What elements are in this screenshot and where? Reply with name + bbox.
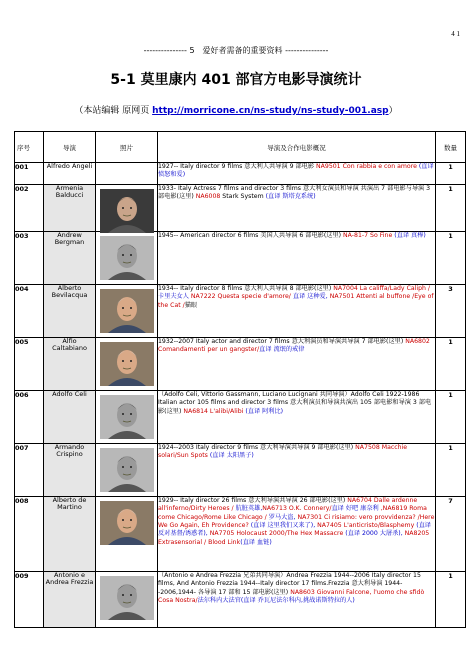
- film-title: NA-81-7 So Fine: [343, 232, 393, 239]
- summary-text: 1933- Italy Actress 7 films and director 3 films 意大利女演员和导演 共演出 7 部电影与导演 3 部电影(这里): [158, 185, 431, 201]
- header-no: 序号: [15, 132, 44, 163]
- director-summary: [158, 163, 436, 185]
- director-name: Armando Crispino: [44, 444, 96, 497]
- header-photo: 照片: [96, 132, 158, 163]
- director-name: Alberto de Martino: [44, 497, 96, 572]
- photo-cell: [96, 497, 158, 572]
- film-count: 1: [436, 391, 466, 444]
- film-title: NA6704 Dalle ardenne all'inferno/Dirty Heroes /: [158, 497, 418, 513]
- film-title: NA7501 Attenti al buffone /Eye of the Cat /: [158, 293, 434, 309]
- film-translation: (直译 愤怒和爱): [158, 163, 434, 179]
- table-row: [15, 232, 466, 285]
- page-number: 4 1: [451, 30, 460, 38]
- film-count: 7: [436, 497, 466, 572]
- director-summary: [158, 444, 436, 497]
- summary-text: 1945-- American director 6 films 美国人共导演 6 部电影(这里): [158, 232, 344, 239]
- film-title: NA6713 O.K. Connery/: [262, 505, 332, 513]
- row-number: 006: [15, 391, 44, 444]
- film-count: 1: [436, 163, 466, 185]
- film-title: NA7222 Questa specie d'amore/: [190, 293, 291, 301]
- film-translation: (直译 2000 大屠杀),: [343, 530, 405, 538]
- film-title: NA9501 Con rabbia e con amore: [316, 163, 417, 170]
- director-photo: [100, 342, 154, 386]
- row-number: 005: [15, 338, 44, 391]
- film-translation: (直译 这里我们又来了),: [248, 522, 318, 530]
- director-table: [14, 131, 466, 628]
- film-translation: (直译 反对基督/诱惑者),: [158, 522, 431, 538]
- table-row: [15, 497, 466, 572]
- summary-text: Stark System: [220, 193, 266, 201]
- table-row: [15, 444, 466, 497]
- film-title: ,NA6819 Roma come Chicago/Rome Like Chicago /: [158, 505, 427, 521]
- table-row: [15, 391, 466, 444]
- row-number: 004: [15, 285, 44, 338]
- photo-cell: [96, 285, 158, 338]
- film-count: 1: [436, 572, 466, 628]
- director-photo: [100, 448, 154, 492]
- film-title: NA7705 Holocaust 2000/The Hex Massacre: [209, 530, 344, 538]
- section-heading: --------------- 5 爱好者需备的重要资料 ---------------: [143, 46, 329, 55]
- director-summary: [158, 572, 436, 628]
- summary-text: 1929-- Italy director 26 films 意大利导演共导演 26 部电影(这里): [158, 497, 348, 504]
- director-photo: [100, 189, 154, 233]
- header-count: 数量: [436, 132, 466, 163]
- director-name: Andrew Bergman: [44, 232, 96, 285]
- film-count: 3: [436, 285, 466, 338]
- director-summary: [158, 497, 436, 572]
- photo-cell: [96, 185, 158, 232]
- film-translation: (直译 阿利比): [243, 407, 284, 415]
- film-title: NA7405 L'anticristo/Blasphemy: [317, 522, 415, 530]
- photo-cell: [96, 163, 158, 185]
- table-row: [15, 572, 466, 628]
- summary-text: 1927-- Italy director 9 films 意大利人共导演 9 部电影: [158, 163, 317, 170]
- row-number: 008: [15, 497, 44, 572]
- table-header-row: [15, 132, 466, 163]
- director-name: Alberto Bevilacqua: [44, 285, 96, 338]
- film-translation: 直译 这种爱,: [290, 293, 330, 301]
- film-title: NA8603 Giovanni Falcone, l'uomo che sfidò Cosa Nostra/: [158, 588, 425, 605]
- film-translation: 法尔科内大法官(直译 乔瓦尼法尔科内,挑战诺斯特拉的人): [197, 597, 355, 605]
- director-photo: [100, 236, 154, 280]
- film-title: NA7004 La califfa/Lady Caliph /: [333, 285, 431, 292]
- subtitle-prefix: （本站编辑 原网页: [74, 106, 153, 116]
- table-row: [15, 163, 466, 185]
- film-translation: 肮脏英雄,: [233, 505, 263, 513]
- summary-text: （Adolfo Celi, Vittorio Gassmann, Luciano Lucignani 共同导演）Adolfo Celi 1922-1986 Italian actor 105 films and director 3 films 意大利演员和导演共演出 105 部电影和导演 3 部电影(这里): [158, 391, 432, 415]
- film-translation: 罗马大盗,: [266, 513, 298, 521]
- director-name: Alfio Caltabiano: [44, 338, 96, 391]
- summary-text: 1934-- Italy director 8 films 意大利人共导演 8 部电影(这里): [158, 285, 334, 292]
- summary-text: 猫眼: [184, 301, 198, 309]
- director-name: Antonio e Andrea Frezzia: [44, 572, 96, 628]
- row-number: 009: [15, 572, 44, 628]
- director-photo: [100, 576, 154, 620]
- film-translation: 卡里夫女人: [158, 293, 191, 301]
- subtitle: [0, 103, 472, 116]
- photo-cell: [96, 444, 158, 497]
- header-director: 导演: [44, 132, 96, 163]
- table-row: [15, 285, 466, 338]
- photo-cell: [96, 232, 158, 285]
- row-number: 007: [15, 444, 44, 497]
- director-name: Adolfo Celi: [44, 391, 96, 444]
- page-title: 5-1 莫里康内 401 部官方电影导演统计: [110, 72, 362, 88]
- director-photo: [100, 395, 154, 439]
- director-summary: [158, 185, 436, 232]
- photo-cell: [96, 391, 158, 444]
- header-summary: 导演及合作电影概况: [158, 132, 436, 163]
- film-translation: (直译 斯塔克系统): [265, 193, 316, 201]
- subtitle-suffix: ）: [388, 106, 398, 116]
- film-title: NA8205 Extrasensorial / Blood Link: [158, 530, 430, 546]
- director-photo: [100, 289, 154, 333]
- director-summary: [158, 391, 436, 444]
- photo-cell: [96, 338, 158, 391]
- film-title: NA7508 Macchie solari/Sun Spots: [158, 444, 408, 460]
- film-translation: 直译 流氓的戒律: [259, 346, 305, 354]
- director-name: Armenia Balducci: [44, 185, 96, 232]
- director-summary: [158, 232, 436, 285]
- film-title: NA7301 Ci risiamo: vero provvidenza? /Here We Go Again, Eh Providence?: [158, 513, 435, 530]
- film-translation: (直译 太阳黑子): [207, 452, 254, 460]
- film-translation: (直译 真棒): [392, 232, 426, 239]
- film-count: 1: [436, 444, 466, 497]
- summary-text: 1924--2003 Italy director 9 films 意大利导演共导演 9 部电影(这里): [158, 444, 356, 451]
- row-number: 001: [15, 163, 44, 185]
- director-name: Alfredo Angeli: [44, 163, 96, 185]
- director-summary: [158, 285, 436, 338]
- table-row: [15, 338, 466, 391]
- film-count: 1: [436, 185, 466, 232]
- photo-cell: [96, 572, 158, 628]
- summary-text: 1932--2007 Italy actor and director 7 films 意大利演员和导演共导演 7 部电影(这里): [158, 338, 406, 345]
- film-title: NA6008: [195, 193, 221, 201]
- row-number: 002: [15, 185, 44, 232]
- film-title: NA6802 Comandamenti per un gangster/: [158, 338, 430, 354]
- film-count: 1: [436, 338, 466, 391]
- table-row: [15, 185, 466, 232]
- director-summary: [158, 338, 436, 391]
- film-translation: 直译 好吧 康奈利: [331, 505, 381, 513]
- summary-text: （Antonio e Andrea Frezzia 兄弟共同导演）Andrea Frezzia 1944--2006 Italy director 15 films, And Antonio Frezzia 1944--Italy director 17 films.Frezzia 意大利导演 1944--2006,1944- 各导演 17 部和 15 部电影(这里): [158, 572, 421, 596]
- film-translation: (直译 血链): [240, 538, 272, 546]
- film-count: 1: [436, 232, 466, 285]
- source-link[interactable]: http://morricone.cn/ns-study/ns-study-001.asp: [152, 106, 389, 116]
- film-title: NA6814 L'alibi/Alibi: [183, 407, 244, 415]
- row-number: 003: [15, 232, 44, 285]
- director-photo: [100, 501, 154, 545]
